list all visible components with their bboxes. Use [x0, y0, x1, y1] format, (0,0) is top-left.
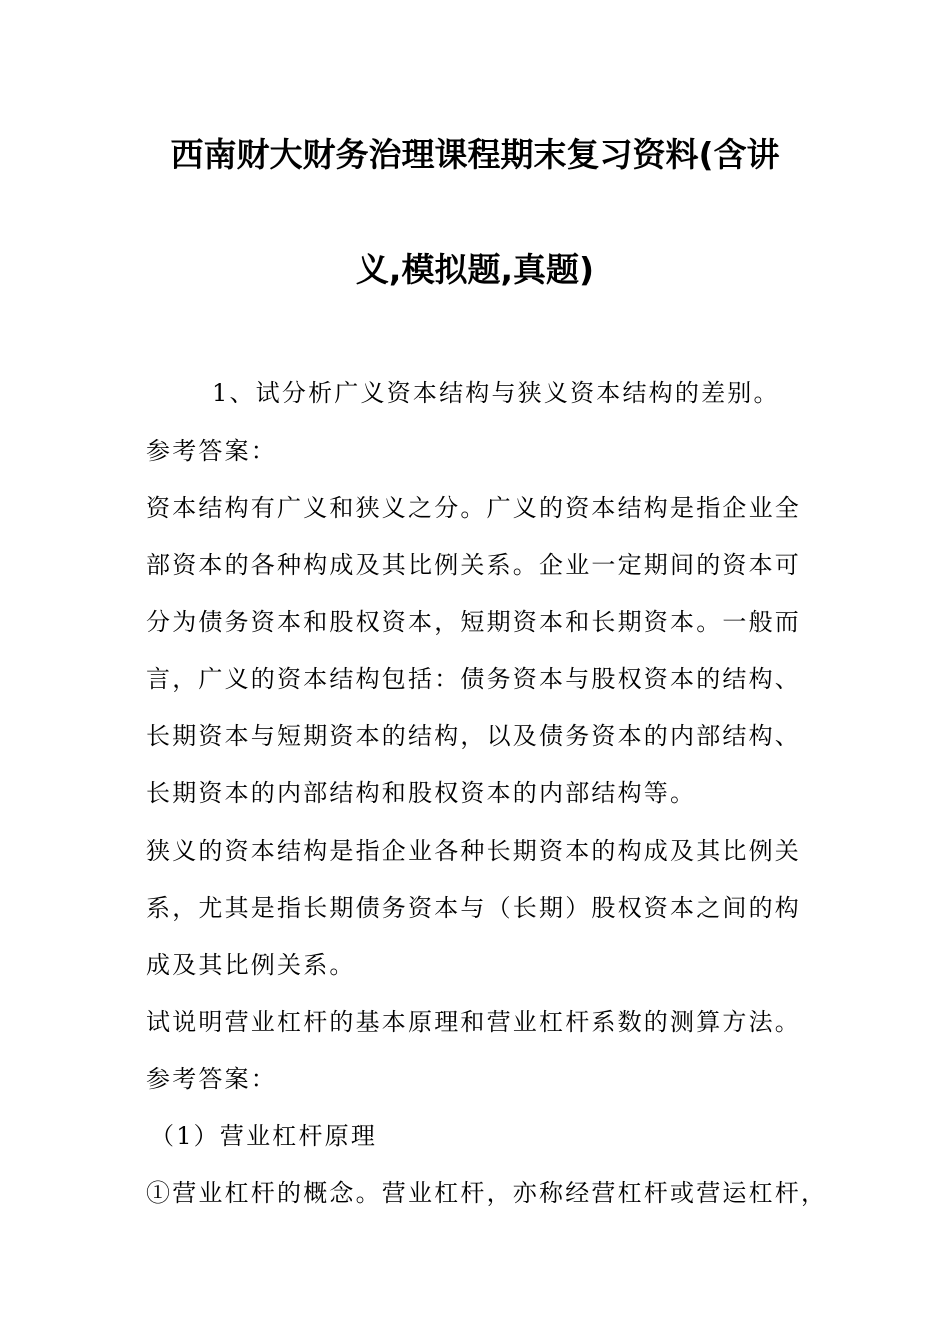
- paragraph-line: ①营业杠杆的概念。营业杠杆，亦称经营杠杆或营运杠杆，: [146, 1179, 828, 1207]
- document-title-line-1: 西南财大财务治理课程期末复习资料(含讲: [170, 135, 780, 174]
- paragraph-line: 成及其比例关系。: [146, 951, 356, 979]
- section-heading: （1）营业杠杆原理: [150, 1122, 378, 1150]
- reference-answer-label: 参考答案：: [146, 437, 277, 465]
- paragraph-line: 狭义的资本结构是指企业各种长期资本的构成及其比例关: [146, 837, 801, 865]
- reference-answer-label: 参考答案：: [146, 1065, 277, 1093]
- paragraph-line: 分为债务资本和股权资本，短期资本和长期资本。一般而: [146, 608, 801, 636]
- question-1: 1、试分析广义资本结构与狭义资本结构的差别。: [212, 379, 780, 407]
- paragraph-line: 长期资本的内部结构和股权资本的内部结构等。: [146, 779, 697, 807]
- paragraph-line: 言，广义的资本结构包括：债务资本与股权资本的结构、: [146, 665, 801, 693]
- paragraph-line: 部资本的各种构成及其比例关系。企业一定期间的资本可: [146, 551, 801, 579]
- question-2: 试说明营业杠杆的基本原理和营业杠杆系数的测算方法。: [146, 1008, 801, 1036]
- paragraph-line: 系，尤其是指长期债务资本与（长期）股权资本之间的构: [146, 894, 801, 922]
- paragraph-line: 长期资本与短期资本的结构，以及债务资本的内部结构、: [146, 722, 801, 750]
- document-title-line-2: 义,模拟题,真题): [355, 250, 595, 289]
- paragraph-line: 资本结构有广义和狭义之分。广义的资本结构是指企业全: [146, 494, 801, 522]
